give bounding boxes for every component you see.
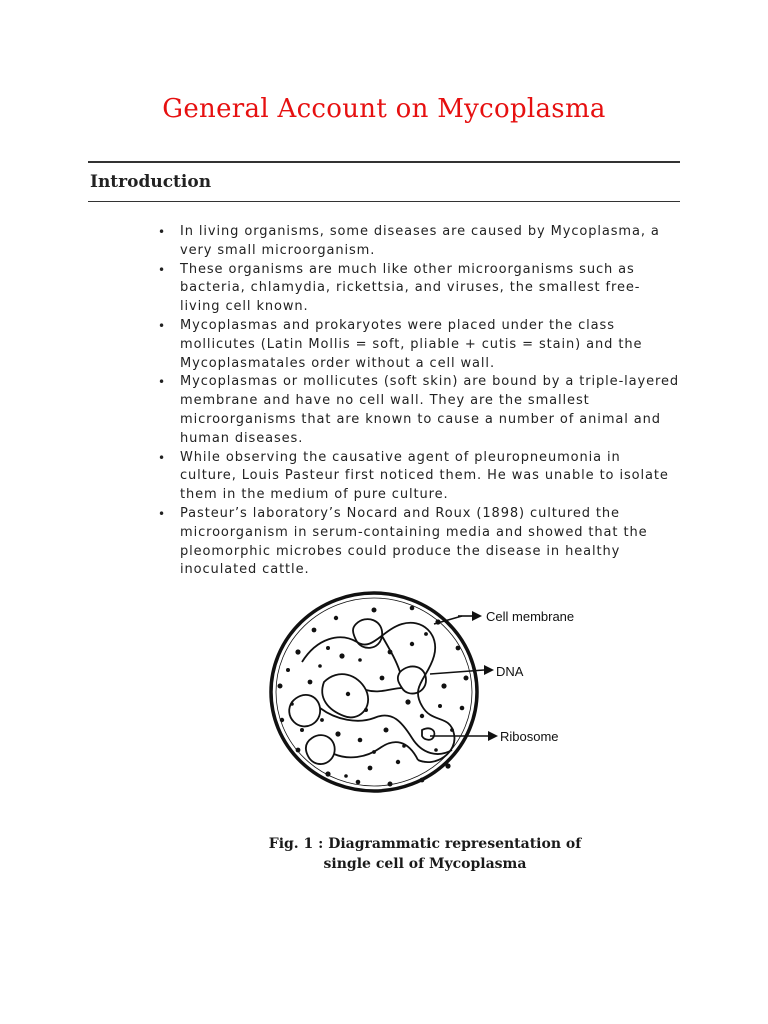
bullet-list: [158, 223, 680, 580]
list-item-text: Mycoplasmas or mollicutes (soft skin) are bound by a triple-layered membrane and have no cell wall. They are the smallest microorganisms that are known to cause a number of animal and human diseases.: [180, 374, 680, 446]
bullet-icon: •: [158, 318, 166, 333]
label-cell-membrane: Cell membrane: [486, 609, 575, 624]
list-item: [158, 373, 680, 448]
list-item: [158, 317, 680, 373]
list-item: [158, 449, 680, 505]
section-divider-bottom: [88, 201, 680, 202]
bullet-icon: •: [158, 225, 166, 239]
figure-caption-line-2: single cell of Mycoplasma: [323, 856, 527, 872]
bullet-icon: •: [158, 262, 166, 277]
list-item-text: While observing the causative agent of pleuropneumonia in culture, Louis Pasteur first noticed them. He was unable to isolate them in the medium of pure culture.: [180, 449, 669, 503]
page-title: General Account on Mycoplasma: [162, 94, 606, 124]
mycoplasma-cell-diagram: [262, 590, 582, 830]
list-item-text: Mycoplasmas and prokaryotes were placed under the class mollicutes (Latin Mollis = soft, pliable + cutis = stain) and the Mycoplasmatales order without a cell wall.: [180, 317, 643, 371]
bullet-icon: •: [158, 506, 166, 521]
section-heading: Introduction: [90, 172, 212, 192]
section-divider-top: [88, 161, 680, 163]
label-dna: DNA: [496, 664, 524, 679]
figure-caption: [262, 834, 588, 874]
list-item: [158, 505, 680, 580]
figure-caption-line-1: Fig. 1 : Diagrammatic representation of: [268, 836, 582, 852]
list-item-text: These organisms are much like other microorganisms such as bacteria, chlamydia, rickettsia, and viruses, the smallest free-living cell known.: [180, 261, 641, 315]
label-ribosome: Ribosome: [500, 729, 559, 744]
list-item-text: In living organisms, some diseases are caused by Mycoplasma, a very small microorganism.: [180, 224, 660, 258]
list-item: [158, 223, 680, 261]
list-item: [158, 261, 680, 317]
bullet-icon: •: [158, 450, 166, 465]
bullet-icon: •: [158, 375, 166, 390]
list-item-text: Pasteur’s laboratory’s Nocard and Roux (1898) cultured the microorganism in serum-containing media and showed that the pleomorphic microbes could produce the disease in healthy inoculated cattle.: [180, 505, 648, 578]
